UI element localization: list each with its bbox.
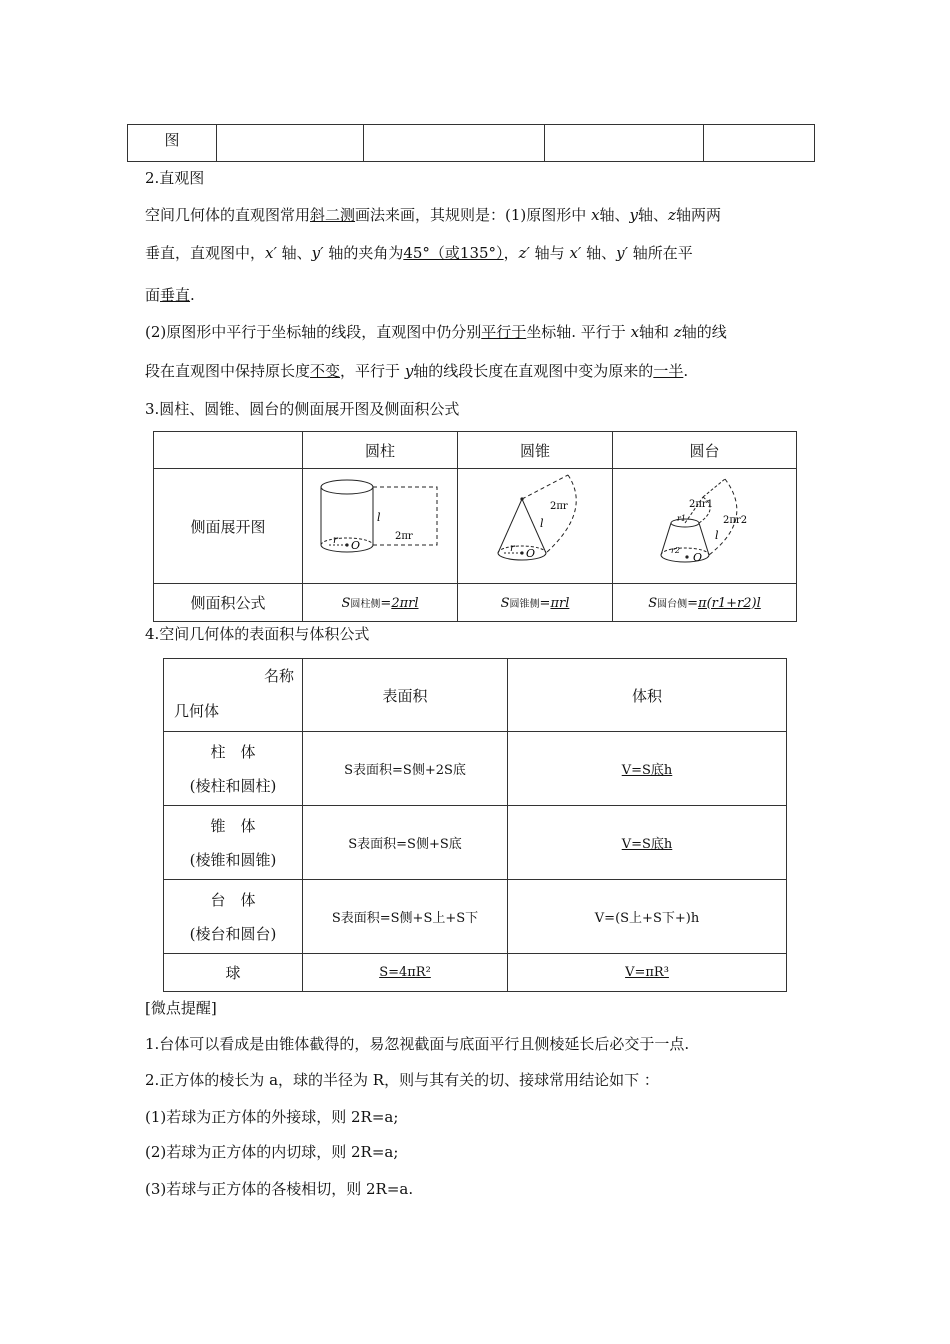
tip-3: (1)若球为正方体的外接球，则 2R=a; <box>145 1108 399 1126</box>
cone-o-label: O <box>526 547 536 560</box>
frustum-area: S表面积=S侧+S上+S下 <box>303 880 508 954</box>
cone-l-label: l <box>540 517 544 530</box>
pyramid-area: S表面积=S侧+S底 <box>303 806 508 880</box>
section2-p1-line1: 空间几何体的直观图常用斜二测画法来画，其规则是：(1)原图形中 x轴、y轴、z轴两两 <box>145 206 721 224</box>
tip-1: 1.台体可以看成是由锥体截得的，易忽视截面与底面平行且侧棱延长后必交于一点. <box>145 1035 690 1053</box>
col-header-cone: 圆锥 <box>458 432 613 469</box>
section3-heading: 3.圆柱、圆锥、圆台的侧面展开图及侧面积公式 <box>145 400 460 418</box>
tip-4: (2)若球为正方体的内切球，则 2R=a; <box>145 1143 399 1161</box>
section2-p1-line3: 面垂直. <box>145 286 195 304</box>
row-pyramid-label: 锥 体 (棱锥和圆锥) <box>164 806 303 880</box>
area-volume-table <box>163 658 787 992</box>
frustum-r1-label: r1 <box>676 514 686 523</box>
answer-blank: 不变 <box>310 362 341 380</box>
frustum-l-label: l <box>714 529 719 542</box>
header-volume: 体积 <box>508 659 787 732</box>
frustum-volume: V=(S上+S下+)h <box>508 880 787 954</box>
cylinder-arc-label: 2πr <box>395 531 413 542</box>
answer-blank: 斜二测 <box>310 206 356 224</box>
sphere-volume: V=πR³ <box>508 954 787 992</box>
row-prism-label: 柱 体 (棱柱和圆柱) <box>164 732 303 806</box>
cylinder-l-label: l <box>377 511 381 524</box>
cylinder-r-label: r <box>333 535 338 546</box>
top-table-cell <box>704 125 815 162</box>
section2-p2-line1: (2)原图形中平行于坐标轴的线段，直观图中仍分别平行于坐标轴. 平行于 x轴和 z轴的线 <box>145 323 727 341</box>
row-sphere-label: 球 <box>164 954 303 992</box>
tip-2: 2.正方体的棱长为 a，球的半径为 R，则与其有关的切、接球常用结论如下 ： <box>145 1071 659 1089</box>
header-name: 名称 <box>263 667 294 685</box>
tips-heading: [微点提醒] <box>145 999 217 1017</box>
cylinder-net-figure <box>305 469 455 579</box>
col-header-cylinder: 圆柱 <box>303 432 458 469</box>
section2-p2-line2: 段在直观图中保持原长度不变，平行于 y轴的线段长度在直观图中变为原来的一半. <box>145 362 689 380</box>
prism-area: S表面积=S侧+2S底 <box>303 732 508 806</box>
answer-blank: π(r1+r2)l <box>698 595 761 611</box>
frustum-arc1-label: 2πr1 <box>688 499 713 510</box>
cone-figure-cell <box>458 469 613 584</box>
frustum-o-label: O <box>692 551 702 564</box>
lateral-area-table <box>153 431 797 622</box>
table-diagonal-header <box>164 659 303 732</box>
answer-blank: πrl <box>550 595 570 611</box>
top-table-cell <box>217 125 364 162</box>
row-label-unfold: 侧面展开图 <box>154 469 303 584</box>
cone-net-figure <box>460 469 610 579</box>
answer-blank: 2πrl <box>391 595 419 611</box>
pyramid-volume: V=S底h <box>508 806 787 880</box>
sphere-area: S=4πR² <box>303 954 508 992</box>
section4-heading: 4.空间几何体的表面积与体积公式 <box>145 625 370 643</box>
cylinder-formula: S圆柱侧=2πrl <box>303 584 458 622</box>
frustum-figure-cell <box>613 469 797 584</box>
header-body: 几何体 <box>174 702 220 720</box>
section2-p1-line2: 垂直，直观图中，x′ 轴、y′ 轴的夹角为45°（或135°），z′ 轴与 x′ 轴、y′ 轴所在平 <box>145 244 693 262</box>
answer-blank: 45°（或135°） <box>403 244 504 262</box>
tip-5: (3)若球与正方体的各棱相切，则 2R=a. <box>145 1180 414 1198</box>
cylinder-figure-cell <box>303 469 458 584</box>
section2-heading: 2.直观图 <box>145 169 205 187</box>
row-label-formula: 侧面积公式 <box>154 584 303 622</box>
header-area: 表面积 <box>303 659 508 732</box>
frustum-r2-label: r2 <box>670 546 680 555</box>
cylinder-o-label: O <box>351 539 361 552</box>
answer-blank: 平行于 <box>481 323 527 341</box>
frustum-formula: S圆台侧=π(r1+r2)l <box>613 584 797 622</box>
answer-blank: 一半 <box>653 362 684 380</box>
corner-cell <box>154 432 303 469</box>
frustum-net-figure <box>615 469 795 579</box>
row-frustum-label: 台 体 (棱台和圆台) <box>164 880 303 954</box>
top-table-cell <box>545 125 704 162</box>
answer-blank: 垂直 <box>160 286 191 304</box>
top-table-cell <box>364 125 545 162</box>
top-table <box>127 124 815 162</box>
col-header-frustum: 圆台 <box>613 432 797 469</box>
cone-arc-label: 2πr <box>550 501 568 512</box>
cone-formula: S圆锥侧=πrl <box>458 584 613 622</box>
cone-r-label: r <box>510 543 515 554</box>
frustum-arc2-label: 2πr2 <box>722 515 747 526</box>
prism-volume: V=S底h <box>508 732 787 806</box>
top-table-first-cell: 图 <box>128 125 217 162</box>
